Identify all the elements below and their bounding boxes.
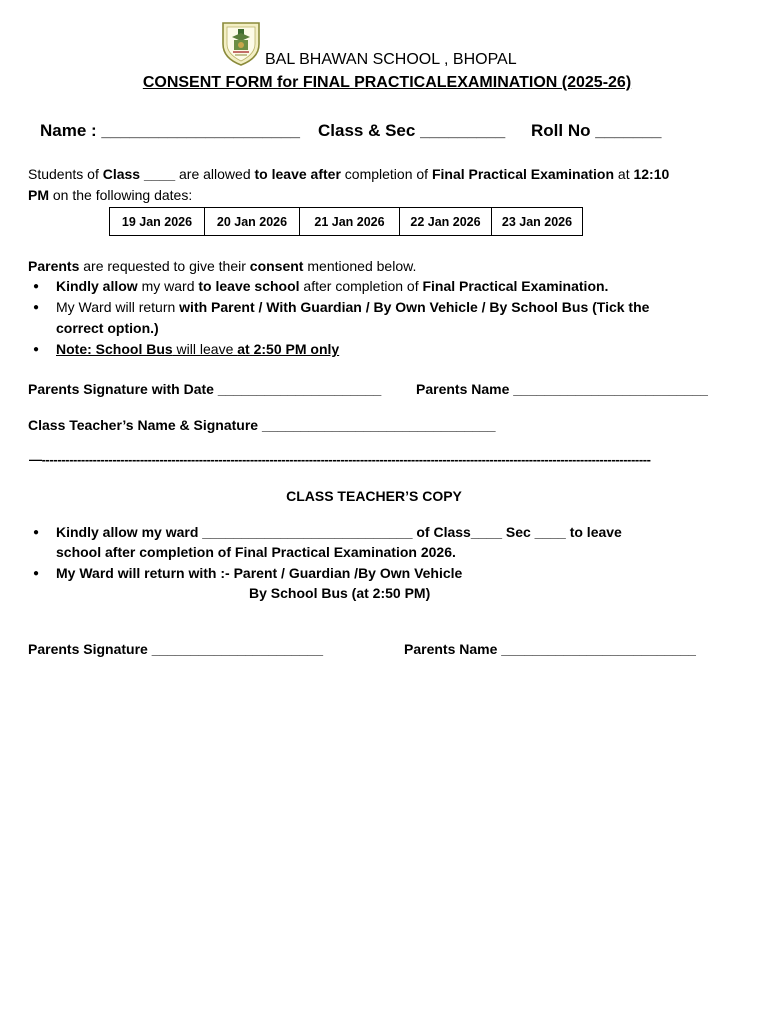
roll-no-field (531, 121, 661, 141)
bullet-text: my ward (137, 278, 199, 294)
date-cell: 21 Jan 2026 (300, 208, 400, 236)
bullet-icon: ● (33, 344, 40, 355)
intro-text: on the following dates: (49, 187, 193, 203)
date-cell: 23 Jan 2026 (492, 208, 583, 236)
intro-time-pm: PM (28, 187, 49, 203)
class-section-field (318, 121, 505, 141)
intro-line-2 (28, 187, 192, 203)
bullet-text: will leave (172, 341, 238, 357)
copy-return-line-2: By School Bus (at 2:50 PM) (249, 585, 431, 601)
copy-return-line-1: My Ward will return with :- Parent / Guardian /By Own Vehicle (56, 565, 463, 581)
bullet-text: at 2:50 PM only (237, 341, 340, 357)
intro-class-blank: Class ____ (102, 166, 176, 182)
name-blank: _____________________ (101, 121, 300, 140)
class-teacher-copy-heading: CLASS TEACHER’S COPY (286, 488, 462, 504)
intro-leave-after: to leave after (254, 166, 341, 182)
date-cell: 19 Jan 2026 (110, 208, 205, 236)
copy-kindly-allow-line-2: school after completion of Final Practical Examination 2026. (56, 544, 456, 560)
intro-exam-name: Final Practical Examination (431, 166, 615, 182)
bullet-icon: ● (33, 281, 40, 292)
class-blank: _________ (420, 121, 506, 140)
intro-text: Students of (28, 166, 103, 182)
copy-parents-signature-field: Parents Signature ______________________ (28, 641, 323, 657)
class-label: Class & Sec (318, 121, 421, 140)
bullet-text: My Ward will return (56, 299, 180, 315)
copy-parents-name-field: Parents Name _________________________ (404, 641, 696, 657)
bullet-return-line-2: correct option.) (56, 320, 159, 336)
dates-table (109, 207, 583, 236)
intro-text: at (614, 166, 634, 182)
school-crest-logo (219, 20, 263, 66)
dates-row (110, 208, 583, 236)
bullet-icon: ● (33, 568, 40, 579)
copy-kindly-allow-line-1: Kindly allow my ward ___________________________ of Class____ Sec ____ to leave (56, 524, 622, 540)
intro-text: completion of (340, 166, 432, 182)
parents-name-field: Parents Name _________________________ (416, 381, 708, 397)
roll-label: Roll No (531, 121, 596, 140)
para-text: mentioned below. (303, 258, 417, 274)
bullet-return-line-1 (56, 299, 649, 315)
bullet-text: with Parent / With Guardian / By Own Vehicle / By School Bus (Tick the (179, 299, 650, 315)
date-cell: 20 Jan 2026 (205, 208, 300, 236)
consent-word: consent (249, 258, 304, 274)
bullet-text: Note: School Bus (56, 341, 173, 357)
roll-blank: _______ (595, 121, 662, 140)
intro-line-1 (28, 166, 669, 182)
name-label: Name : (40, 121, 102, 140)
name-field (40, 121, 300, 141)
bullet-icon: ● (33, 527, 40, 538)
parents-consent-para (28, 258, 416, 274)
bullet-kindly-allow (56, 278, 608, 294)
form-title: CONSENT FORM for FINAL PRACTICALEXAMINATION (2025-26) (142, 74, 632, 91)
cut-line-divider: —----------------------------------------------------------------------------------------------------------------------------------------------------------- (29, 452, 651, 467)
class-teacher-signature-field: Class Teacher’s Name & Signature ______________________________ (28, 417, 496, 433)
bullet-text: Kindly allow (56, 278, 138, 294)
bullet-icon: ● (33, 302, 40, 313)
parents-signature-date-field: Parents Signature with Date _____________________ (28, 381, 382, 397)
bullet-text: to leave school (198, 278, 300, 294)
intro-time: 12:10 (633, 166, 670, 182)
school-name: BAL BHAWAN SCHOOL , BHOPAL (265, 51, 517, 68)
bullet-note-bus (56, 341, 339, 357)
para-text: are requested to give their (79, 258, 250, 274)
intro-text: are allowed (175, 166, 255, 182)
parents-word: Parents (28, 258, 80, 274)
bullet-text: Final Practical Examination. (422, 278, 609, 294)
bullet-text: after completion of (299, 278, 423, 294)
date-cell: 22 Jan 2026 (400, 208, 492, 236)
